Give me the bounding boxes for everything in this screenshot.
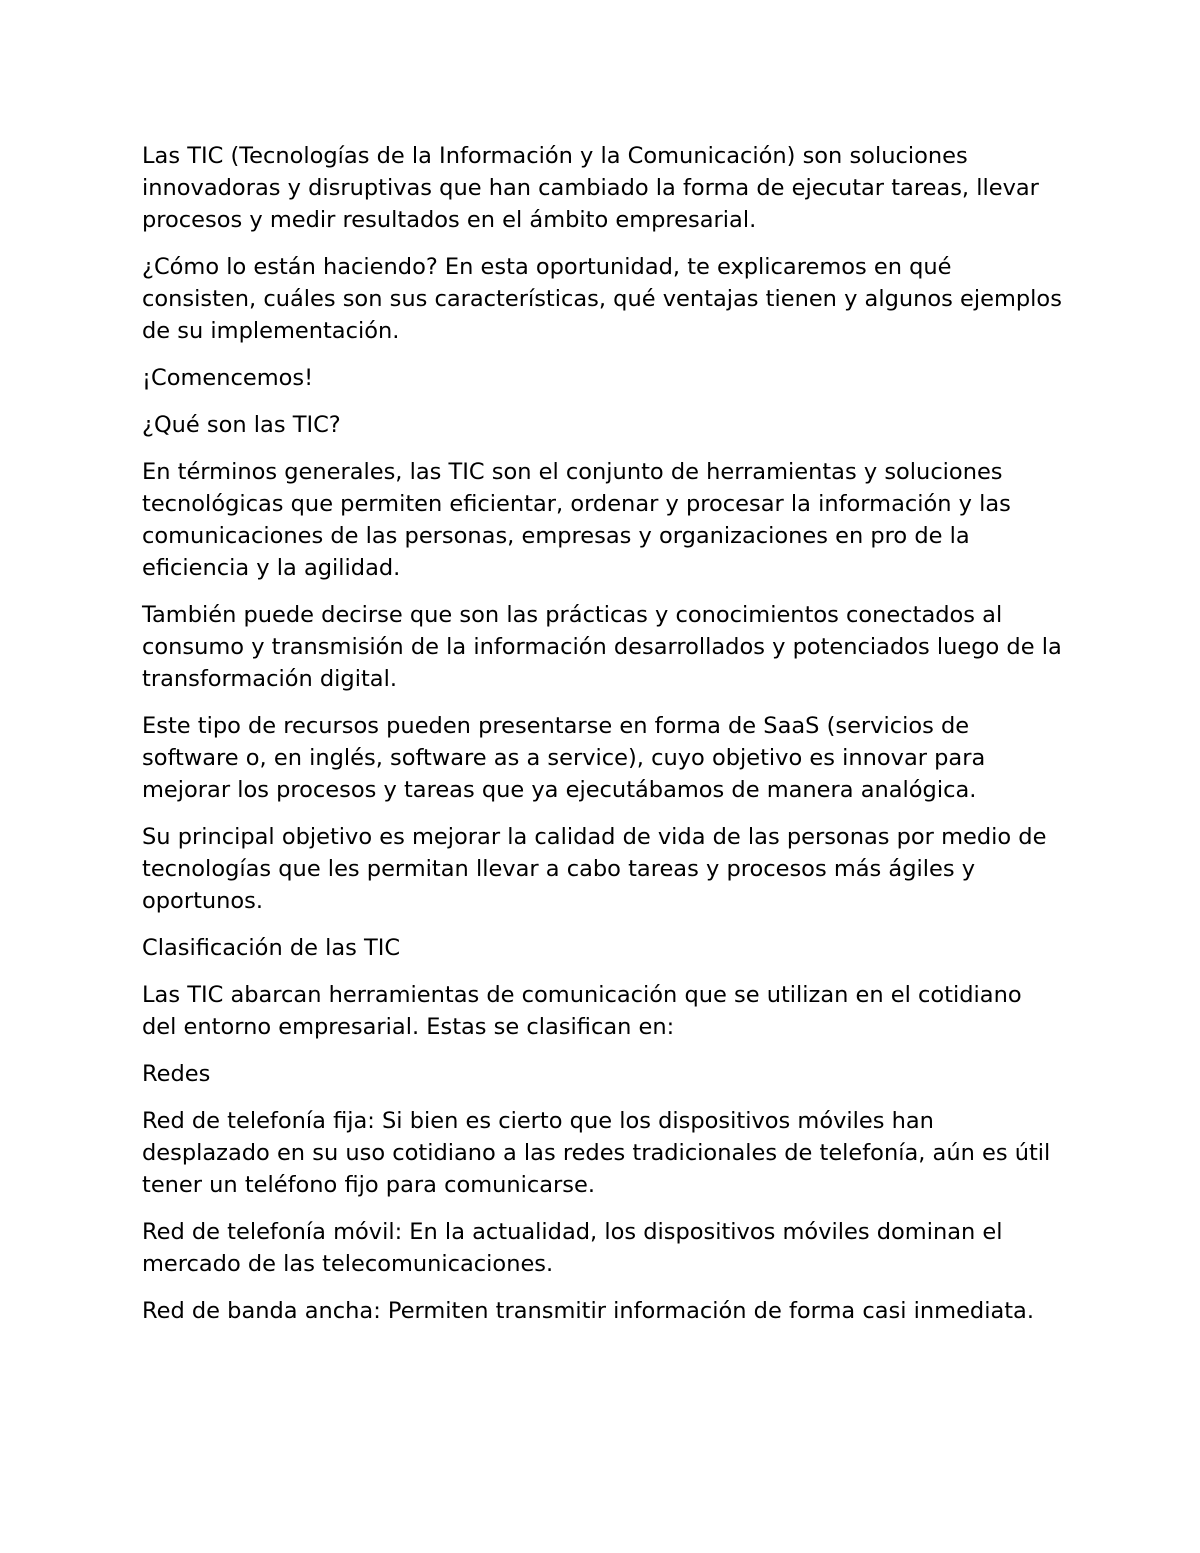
document-body <box>142 140 1062 1342</box>
paragraph-lets-start: ¡Comencemos! <box>142 365 314 391</box>
paragraph-saas: Este tipo de recursos pueden presentarse en forma de SaaS (servicios de software o, en inglés, software as a service), cuyo objetivo es innovar para mejorar los procesos y tareas que ya ejecutábamos de manera analógica. <box>142 713 986 803</box>
paragraph-intro: Las TIC (Tecnologías de la Información y la Comunicación) son soluciones innovadoras y disruptivas que han cambiado la forma de ejecutar tareas, llevar procesos y medir resultados en el ámbito empresarial. <box>142 143 1039 233</box>
paragraph-definition: En términos generales, las TIC son el conjunto de herramientas y soluciones tecnológicas que permiten eficientar, ordenar y procesar la información y las comunicaciones de las personas, empresas y organizaciones en pro de la eficiencia y la agilidad. <box>142 459 1011 581</box>
paragraph-classification: Las TIC abarcan herramientas de comunicación que se utilizan en el cotidiano del entorno empresarial. Estas se clasifican en: <box>142 982 1022 1040</box>
paragraph-mobile-telephony: Red de telefonía móvil: En la actualidad, los dispositivos móviles dominan el mercado de las telecomunicaciones. <box>142 1219 1003 1277</box>
heading-networks: Redes <box>142 1061 211 1087</box>
paragraph-how: ¿Cómo lo están haciendo? En esta oportunidad, te explicaremos en qué consisten, cuáles son sus características, qué ventajas tienen y algunos ejemplos de su implementación. <box>142 254 1062 344</box>
paragraph-fixed-telephony: Red de telefonía fija: Si bien es cierto que los dispositivos móviles han desplazado en su uso cotidiano a las redes tradicionales de telefonía, aún es útil tener un teléfono fijo para comunicarse. <box>142 1108 1051 1198</box>
heading-what-are-tic: ¿Qué son las TIC? <box>142 412 341 438</box>
heading-classification: Clasificación de las TIC <box>142 935 401 961</box>
paragraph-broadband: Red de banda ancha: Permiten transmitir información de forma casi inmediata. <box>142 1298 1035 1324</box>
paragraph-practices: También puede decirse que son las prácticas y conocimientos conectados al consumo y transmisión de la información desarrollados y potenciados luego de la transformación digital. <box>142 602 1062 692</box>
paragraph-objective: Su principal objetivo es mejorar la calidad de vida de las personas por medio de tecnologías que les permitan llevar a cabo tareas y procesos más ágiles y oportunos. <box>142 824 1047 914</box>
